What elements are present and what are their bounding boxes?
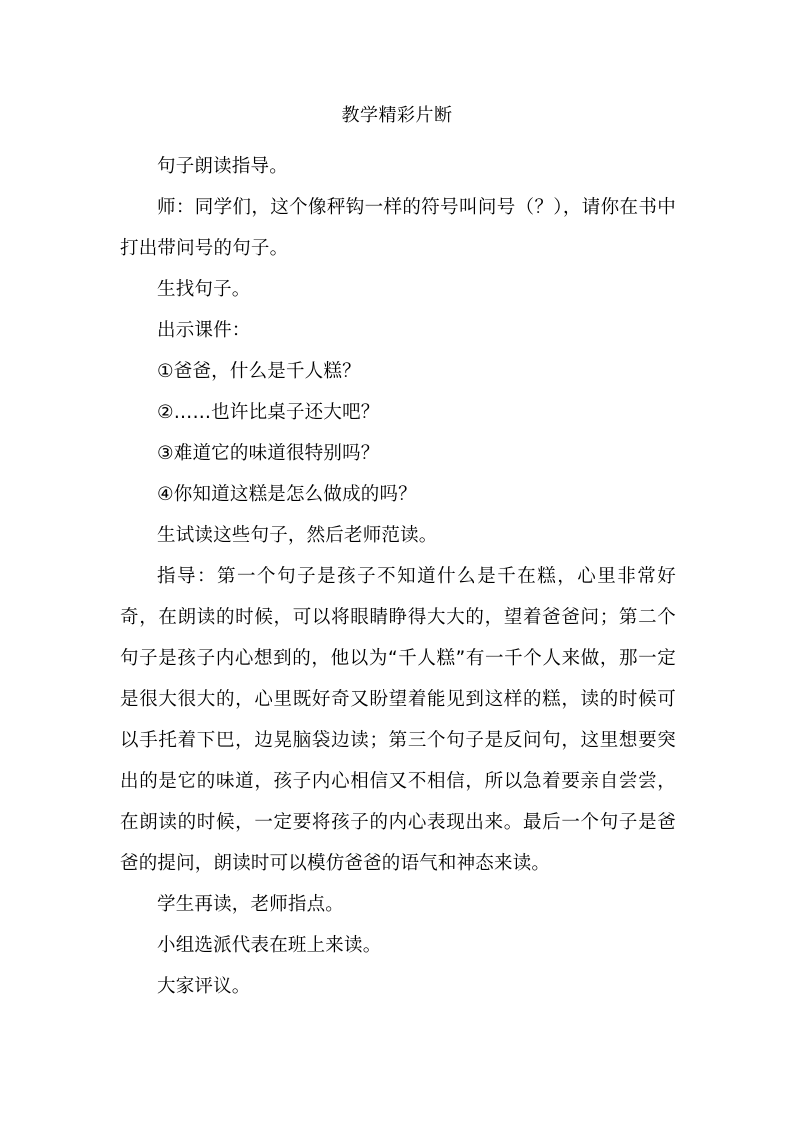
document-body: [120, 146, 676, 1007]
paragraph-reread: 学生再读，老师指点。: [157, 894, 345, 915]
paragraph-students-find: 生找句子。: [157, 279, 251, 300]
paragraph-show-courseware: 出示课件：: [157, 320, 251, 341]
paragraph-trial-reading: 生试读这些句子，然后老师范读。: [157, 525, 438, 546]
paragraph-group-reading: 小组选派代表在班上来读。: [157, 935, 382, 956]
paragraph-sentence-1: ①爸爸，什么是千人糕？: [157, 361, 361, 382]
paragraph-teacher-intro: 师：同学们，这个像秤钩一样的符号叫问号（？），请你在书中打出带问号的句子。: [120, 197, 676, 259]
paragraph-sentence-4: ④你知道这糕是怎么做成的吗？: [157, 484, 417, 505]
paragraph-discussion: 大家评议。: [157, 976, 251, 997]
paragraph-sentence-3: ③难道它的味道很特别吗？: [157, 443, 380, 464]
paragraph-reading-guidance: 句子朗读指导。: [157, 156, 288, 177]
document-title: 教学精彩片断: [341, 105, 453, 126]
paragraph-guidance: 指导：第一个句子是孩子不知道什么是千在糕，心里非常好奇，在朗读的时候，可以将眼睛睁得大大的，望着爸爸问；第二个句子是孩子内心想到的，他以为“千人糕”有一千个人来做，那一定是很大很大的，心里既好奇又盼望着能见到这样的糕，读的时候可以手托着下巴，边晃脑袋边读；第三个句子是反问句，这里想要突出的是它的味道，孩子内心相信又不相信，所以急着要亲自尝尝，在朗读的时候，一定要将孩子的内心表现出来。最后一个句子是爸爸的提问，朗读时可以模仿爸爸的语气和神态来读。: [120, 566, 676, 874]
paragraph-sentence-2: ②……也许比桌子还大吧？: [157, 402, 380, 423]
